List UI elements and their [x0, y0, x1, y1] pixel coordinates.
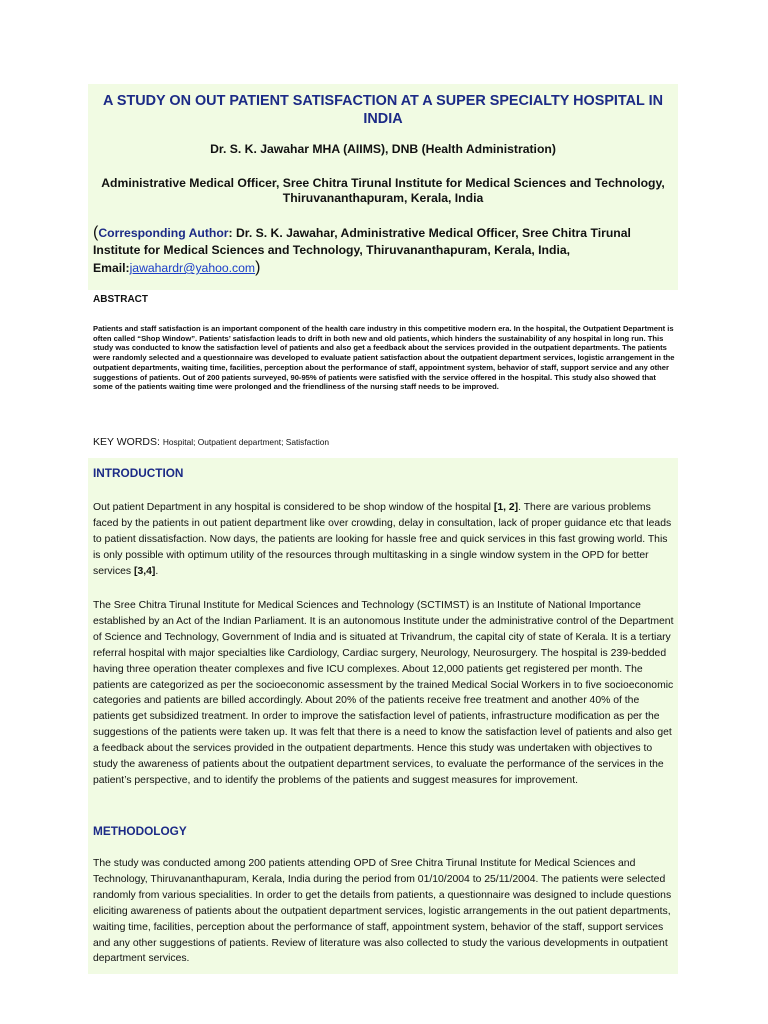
methodology-paragraph-1: The study was conducted among 200 patients attending OPD of Sree Chitra Tirunal Institute for Medical Sciences and Technology, Thiruvananthapuram, Kerala, India during the period from 01/10/2004 to 25/11/2004. The patients were selected randomly from various specialities. In order to get the details from patients, a questionnaire was designed to include questions eliciting awareness of patients about the outpatient department services, logistic arrangements in the out patient departments, waiting time, facilities, perception about the performance of staff, appointment system, behavior of the staff, support services and any other suggestions of patients. Review of literature was also collected to study the various developments in outpatient department services.	[93, 858, 672, 965]
email-label: Email:	[93, 261, 130, 275]
introduction-paragraph-1	[93, 500, 677, 580]
methodology-heading: METHODOLOGY	[93, 824, 187, 838]
abstract-heading: ABSTRACT	[93, 294, 148, 305]
keywords-line	[93, 436, 329, 448]
corresponding-author	[93, 224, 673, 277]
email-link[interactable]: jawahardr@yahoo.com	[129, 261, 256, 275]
introduction-heading: INTRODUCTION	[93, 466, 184, 480]
corresponding-colon: :	[228, 226, 233, 240]
corresponding-text: Dr. S. K. Jawahar, Administrative Medical Officer, Sree Chitra Tirunal Institute for Medical Sciences and Technology, Thiruvananthapuram, Kerala, India,	[93, 226, 631, 257]
intro-p1-text-c: .	[155, 565, 159, 577]
keywords-text: Hospital; Outpatient department; Satisfaction	[162, 437, 330, 447]
citation-3-4: [3,4]	[134, 565, 156, 577]
introduction-paragraph-2: The Sree Chitra Tirunal Institute for Medical Sciences and Technology (SCTIMST) is an Institute of National Importance established by an Act of the Indian Parliament. It is an autonomous Institute under the administrative control of the Department of Science and Technology, Government of India and is situated at Trivandrum, the capital city of state of Kerala. It is a tertiary referral hospital with major specialties like Cardiology, Cardiac surgery, Neurology, Neurosurgery. The hospital is 239-bedded having three operation theater complexes and five ICU complexes. About 12,000 patients get registered per month. The patients are categorized as per the socioeconomic assessment by the trained Medical Social Workers in to five socioeconomic categories and patients are billed accordingly. About 20% of the patients receive free treatment and another 40% of the patients get subsidized treatment. In order to improve the satisfaction level of patients, infrastructure modification as per the suggestions of the patients were taken up. It was felt that there is a need to know the satisfaction level of patients and also get a feedback about the services provided in the outpatient departments. Hence this study was undertaken with objectives to study the awareness of patients about the outpatient department services, to evaluate the performance of the services in the patient’s perspective, and to identify the problems of the patients and suggest measures for improvement.	[93, 600, 674, 786]
paper-title: A STUDY ON OUT PATIENT SATISFACTION AT A SUPER SPECIALTY HOSPITAL IN INDIA	[103, 93, 663, 127]
intro-p1-text-a: Out patient Department in any hospital is considered to be shop window of the hospital	[93, 502, 494, 513]
corresponding-label: Corresponding Author	[98, 226, 229, 240]
citation-1-2: [1, 2]	[493, 502, 519, 513]
abstract-text: Patients and staff satisfaction is an important component of the health care industry in this competitive modern era. In the hospital, the Outpatient Department is often called “Shop Window”. Patients’ satisfaction leads to drift in both new and old patients, which hinders the sustainability of any hospital in long run. This study was conducted to know the satisfaction level of patients and also get a feedback about the services provided in the outpatient departments. The patients were randomly selected and a questionnaire was developed to evaluate patient satisfaction about the outpatient department services, logistic arrangement in the outpatient departments, waiting time, facilities, perception about the performance of staff, appointment system, behavior of staff, support service and any other suggestions of patients. Out of 200 patients surveyed, 90-95% of patients were satisfied with the service offered in the hospital. This study also showed that some of the patients waiting time were prolonged and the friendliness of the nursing staff needs to be improved.	[93, 324, 675, 392]
intro-p1-text-b: . There are various problems faced by the patients in out patient department like over crowding, delay in consultation, lack of proper guidance etc that leads to patient dissatisfaction. Now days, the patients are looking for hassle free and quick services in this fast growing world. This is only possible with optimum utility of the resources through multitasking in a single window system in the OPD for better services	[93, 502, 672, 577]
author-line: Dr. S. K. Jawahar MHA (AIIMS), DNB (Health Administration)	[210, 142, 556, 156]
affiliation: Administrative Medical Officer, Sree Chitra Tirunal Institute for Medical Sciences and Technology, Thiruvananthapuram, Kerala, India	[101, 176, 665, 205]
keywords-label: KEY WORDS:	[93, 436, 163, 448]
open-paren: (	[93, 224, 99, 241]
close-paren: )	[255, 259, 261, 276]
